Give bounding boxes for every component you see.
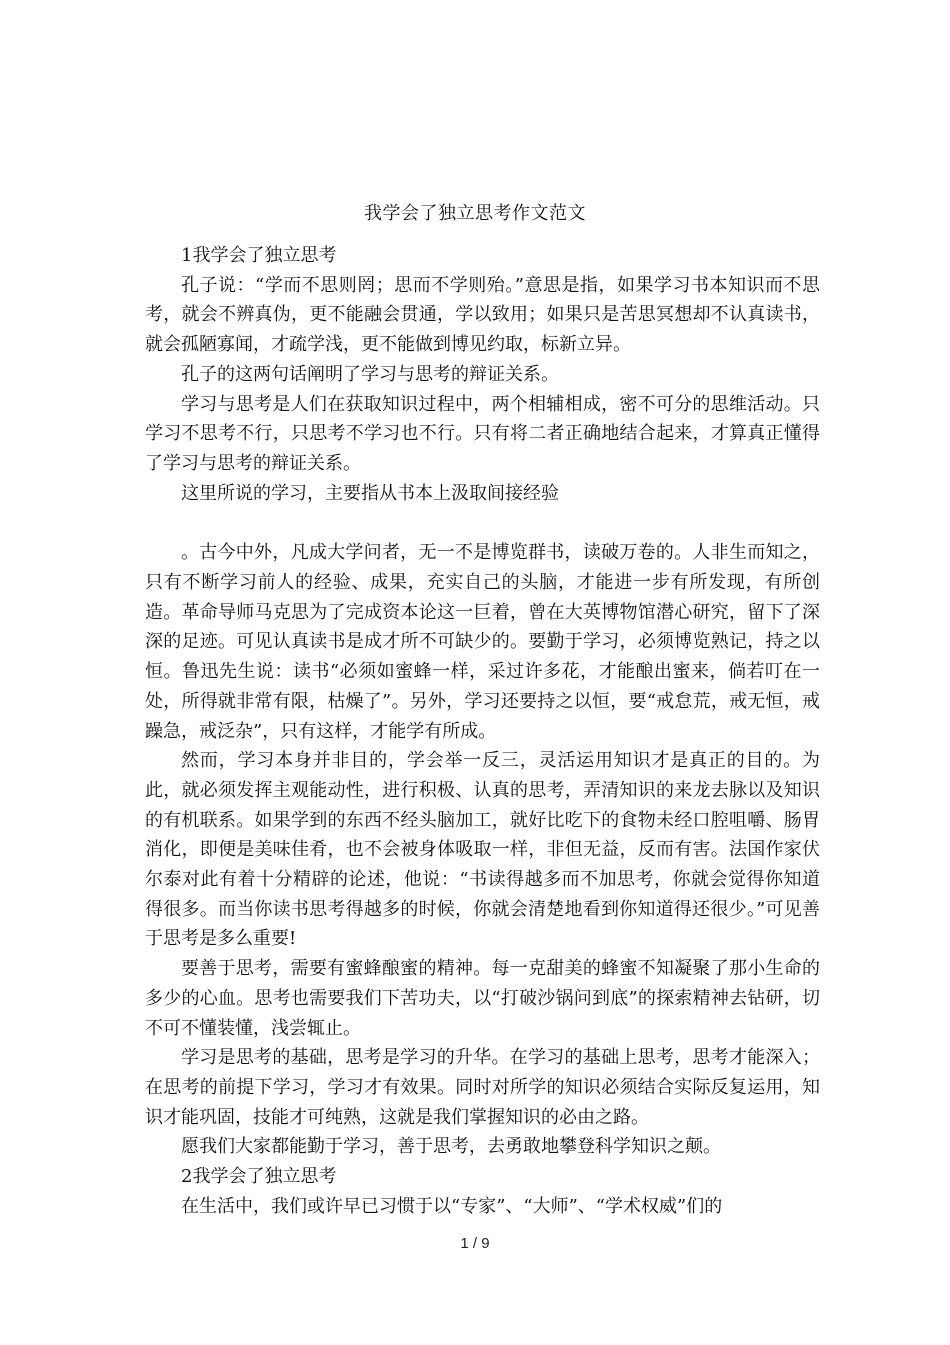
- paragraph: 然而，学习本身并非目的，学会举一反三，灵活运用知识才是真正的目的。为此，就必须发挥主观能动性，进行积极、认真的思考，弄清知识的来龙去脉以及知识的有机联系。如果学到的东西不经头脑加工，就好比吃下的食物未经口腔咀嚼、肠胃消化，即便是美味佳肴，也不会被身体吸取一样，非但无益，反而有害。法国作家伏尔泰对此有着十分精辟的论述，他说：“书读得越多而不加思考，你就会觉得你知道得很多。而当你读书思考得越多的时候，你就会清楚地看到你知道得还很少。”可见善于思考是多么重要!: [145, 750, 820, 950]
- paragraph: 学习是思考的基础，思考是学习的升华。在学习的基础上思考，思考才能深入；在思考的前提下学习，学习才有效果。同时对所学的知识必须结合实际反复运用，知识才能巩固，技能才可纯熟，这就是我们掌握知识的必由之路。: [145, 1047, 820, 1128]
- paragraph: 学习与思考是人们在获取知识过程中，两个相辅相成，密不可分的思维活动。只学习不思考不行，只思考不学习也不行。只有将二者正确地结合起来，才算真正懂得了学习与思考的辩证关系。: [145, 393, 820, 474]
- section-heading: 1我学会了独立思考: [181, 245, 337, 266]
- paragraph: 这里所说的学习，主要指从书本上汲取间接经验: [181, 482, 559, 504]
- paragraph: 孔子说：“学而不思则罔；思而不学则殆。”意思是指，如果学习书本知识而不思考，就会不辨真伪，更不能融会贯通，学以致用；如果只是苦思冥想却不认真读书，就会孤陋寡闻，才疏学浅，更不能做到博见约取，标新立异。: [145, 274, 820, 356]
- paragraph: 愿我们大家都能勤于学习，善于思考，去勇敢地攀登科学知识之颠。: [181, 1136, 721, 1158]
- document-body: [145, 241, 820, 1222]
- paragraph: 孔子的这两句话阐明了学习与思考的辩证关系。: [181, 363, 559, 385]
- paragraph: 在生活中，我们或许早已习惯于以“专家”、“大师”、“学术权威”们的: [181, 1195, 723, 1217]
- paragraph: 要善于思考，需要有蜜蜂酿蜜的精神。每一克甜美的蜂蜜不知凝聚了那小生命的多少的心血。思考也需要我们下苦功夫，以“打破沙锅问到底”的探索精神去钻研，切不可不懂装懂，浅尝辄止。: [145, 958, 820, 1039]
- document-title: 我学会了独立思考作文范文: [364, 203, 586, 224]
- page-number: 1 / 9: [460, 1235, 490, 1252]
- paragraph: 。古今中外，凡成大学问者，无一不是博览群书，读破万卷的。人非生而知之，只有不断学习前人的经验、成果，充实自己的头脑，才能进一步有所发现，有所创造。革命导师马克思为了完成资本论这一巨着，曾在大英博物馆潜心研究，留下了深深的足迹。可见认真读书是成才所不可缺少的。要勤于学习，必须博览熟记，持之以恒。鲁迅先生说：读书“必须如蜜蜂一样，采过许多花，才能酿出蜜来，倘若叮在一处，所得就非常有限，枯燥了”。另外，学习还要持之以恒，要“戒怠荒，戒无恒，戒躁急，戒泛杂”，只有这样，才能学有所成。: [145, 542, 820, 742]
- section-heading: 2我学会了独立思考: [181, 1166, 337, 1188]
